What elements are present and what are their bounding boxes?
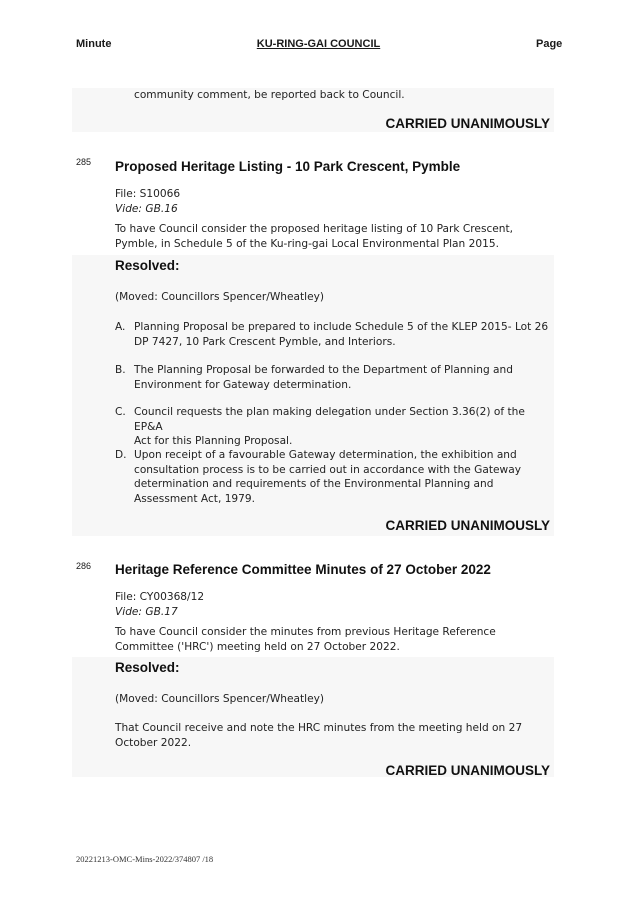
item-286-resolution-block <box>72 657 554 777</box>
header-minute-label: Minute <box>76 38 112 50</box>
resolution-line: determination and requirements of the Environmental Planning and <box>134 478 494 490</box>
resolution-letter: A. <box>115 321 126 333</box>
resolution-line: Environment for Gateway determination. <box>134 378 352 391</box>
item-285-number: 285 <box>76 157 92 167</box>
item-285-resolved-label: Resolved: <box>115 258 180 273</box>
item-286-vide: Vide: GB.17 <box>115 606 178 618</box>
item-285-moved: (Moved: Councillors Spencer/Wheatley) <box>115 291 325 303</box>
resolution-line: Upon receipt of a favourable Gateway determination, the exhibition and <box>134 449 517 461</box>
item-286-moved: (Moved: Councillors Spencer/Wheatley) <box>115 693 325 705</box>
item-286-resolved-label: Resolved: <box>115 660 180 675</box>
resolution-line: consultation process is to be carried out in accordance with the Gateway <box>134 463 521 476</box>
item-285-purpose-line-1: To have Council consider the proposed heritage listing of 10 Park Crescent, <box>115 223 514 235</box>
item-285-carried-unanimously: CARRIED UNANIMOUSLY <box>385 518 550 533</box>
resolution-line: Act for this Planning Proposal. <box>134 435 293 447</box>
item-286-purpose-line-2: Committee ('HRC') meeting held on 27 October 2022. <box>115 641 400 653</box>
item-286-resolution-line-1: That Council receive and note the HRC minutes from the meeting held on 27 <box>115 722 523 734</box>
resolution-line: Council requests the plan making delegation under Section 3.36(2) of the EP&A <box>134 406 525 433</box>
resolution-line: The Planning Proposal be forwarded to the Department of Planning and <box>134 364 513 376</box>
header-council-name: KU-RING-GAI COUNCIL <box>256 38 381 50</box>
item-285-file: File: S10066 <box>115 188 181 200</box>
resolution-letter: D. <box>115 449 127 461</box>
resolution-item-b <box>115 363 555 393</box>
resolution-line: Planning Proposal be prepared to include Schedule 5 of the KLEP 2015- Lot 26 <box>134 321 549 333</box>
item-286-purpose-line-1: To have Council consider the minutes from previous Heritage Reference <box>115 626 496 638</box>
document-reference-footer: 20221213-OMC-Mins-2022/374807 /18 <box>76 854 214 864</box>
resolution-item-d <box>115 448 555 508</box>
resolution-item-a <box>115 320 555 350</box>
intro-continuation-text: community comment, be reported back to Council. <box>134 89 405 101</box>
item-286-number: 286 <box>76 561 92 571</box>
resolution-item-c <box>115 405 555 447</box>
item-285-purpose-line-2: Pymble, in Schedule 5 of the Ku-ring-gai Local Environmental Plan 2015. <box>115 238 499 250</box>
resolution-line: DP 7427, 10 Park Crescent Pymble, and Interiors. <box>134 335 396 348</box>
header-page-label: Page <box>536 38 563 50</box>
item-285-vide: Vide: GB.16 <box>115 203 178 215</box>
item-286-file: File: CY00368/12 <box>115 591 205 603</box>
item-286-title: Heritage Reference Committee Minutes of 27 October 2022 <box>115 562 491 577</box>
intro-carried-unanimously: CARRIED UNANIMOUSLY <box>385 116 550 131</box>
resolution-line: Assessment Act, 1979. <box>134 492 256 505</box>
resolution-letter: B. <box>115 364 126 376</box>
item-286-carried-unanimously: CARRIED UNANIMOUSLY <box>385 763 550 778</box>
item-286-resolution-line-2: October 2022. <box>115 737 192 749</box>
resolution-letter: C. <box>115 406 126 418</box>
item-285-title: Proposed Heritage Listing - 10 Park Crescent, Pymble <box>115 159 461 174</box>
